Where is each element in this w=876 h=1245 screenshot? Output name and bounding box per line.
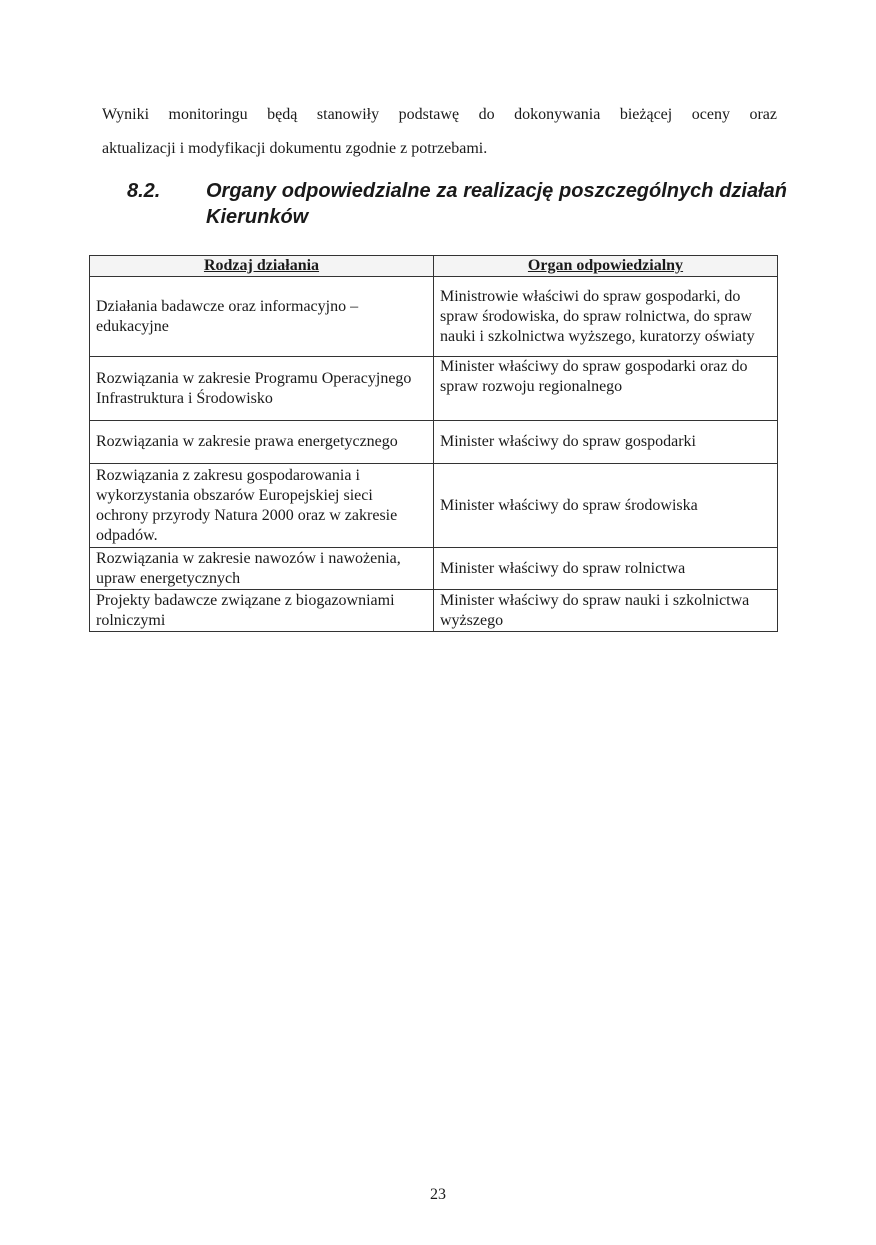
- table-row: [90, 548, 778, 590]
- intro-line-2: aktualizacji i modyfikacji dokumentu zgodnie z potrzebami.: [102, 140, 488, 157]
- section-title: Organy odpowiedzialne za realizację poszczególnych działań Kierunków: [206, 180, 787, 228]
- organ-cell: Minister właściwy do spraw gospodarki: [434, 421, 778, 464]
- table-row: [90, 590, 778, 632]
- table-row: [90, 357, 778, 421]
- action-cell: Rozwiązania w zakresie nawozów i nawożenia, upraw energetycznych: [90, 548, 434, 590]
- header-action-type: Rodzaj działania: [90, 256, 434, 277]
- table-header-row: [90, 256, 778, 277]
- section-number: 8.2.: [127, 180, 161, 202]
- action-cell: Rozwiązania z zakresu gospodarowania i wykorzystania obszarów Europejskiej sieci ochrony przyrody Natura 2000 oraz w zakresie odpadów.: [90, 464, 434, 548]
- action-cell: Rozwiązania w zakresie prawa energetycznego: [90, 421, 434, 464]
- organ-cell: Ministrowie właściwi do spraw gospodarki, do spraw środowiska, do spraw rolnictwa, do spraw nauki i szkolnictwa wyższego, kuratorzy oświaty: [434, 277, 778, 357]
- organ-cell: Minister właściwy do spraw gospodarki oraz do spraw rozwoju regionalnego: [434, 357, 778, 421]
- header-responsible-body: Organ odpowiedzialny: [434, 256, 778, 277]
- table-row: [90, 421, 778, 464]
- action-cell: Projekty badawcze związane z biogazowniami rolniczymi: [90, 590, 434, 632]
- responsibility-table: [89, 255, 778, 632]
- organ-cell: Minister właściwy do spraw środowiska: [434, 464, 778, 548]
- action-cell: Działania badawcze oraz informacyjno – edukacyjne: [90, 277, 434, 357]
- action-cell: Rozwiązania w zakresie Programu Operacyjnego Infrastruktura i Środowisko: [90, 357, 434, 421]
- intro-line-1: Wyniki monitoringu będą stanowiły podstawę do dokonywania bieżącej oceny oraz: [102, 106, 777, 123]
- organ-cell: Minister właściwy do spraw rolnictwa: [434, 548, 778, 590]
- page-number: 23: [430, 1186, 446, 1203]
- table-row: [90, 277, 778, 357]
- table-row: [90, 464, 778, 548]
- intro-paragraph: [102, 98, 777, 166]
- section-heading: [127, 178, 787, 230]
- organ-cell: Minister właściwy do spraw nauki i szkolnictwa wyższego: [434, 590, 778, 632]
